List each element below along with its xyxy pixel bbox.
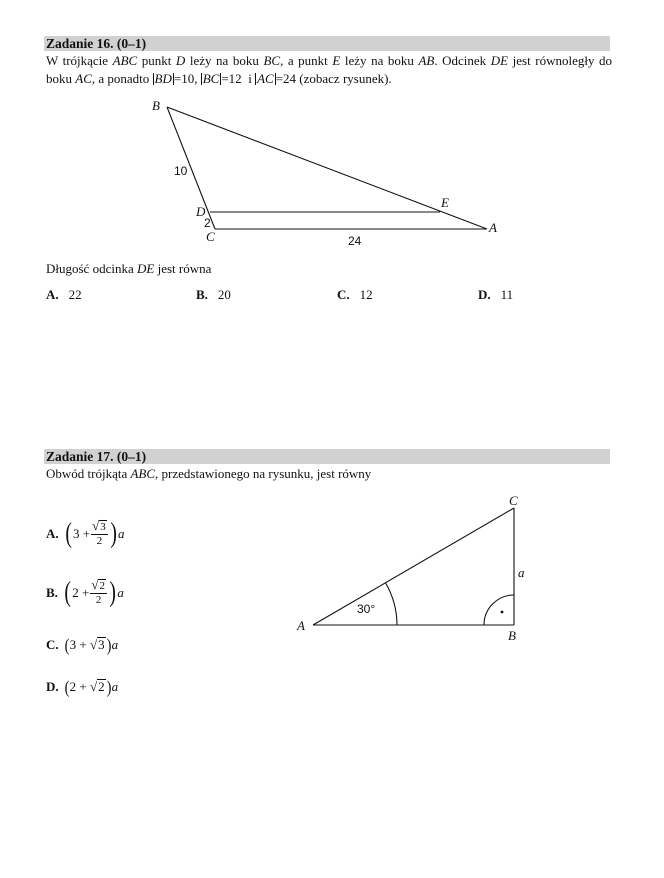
answer-b[interactable]: B. 20 — [196, 287, 231, 302]
task16-question: Długość odcinka DE jest równa — [46, 261, 212, 276]
task16-statement: W trójkącie ABC punkt D leży na boku BC, a punkt E leży na boku AB. Odcinek DE jest równoległy do boku AC, a ponadto BD =10, BC =12 i AC =24 (zobacz rysunek). — [46, 53, 613, 86]
label-c: C — [206, 229, 215, 244]
option-b[interactable]: B. ( 2 + √ 2 2 ) a — [46, 576, 124, 608]
right-angle-arc-b — [484, 595, 514, 625]
side-ac — [313, 508, 514, 625]
option-a[interactable]: A. ( 3 + √ 3 2 ) a — [46, 517, 125, 549]
answer-d[interactable]: D. 11 — [478, 287, 514, 302]
task17-question: Obwód trójkąta ABC, przedstawionego na rysunku, jest równy — [46, 466, 372, 481]
label-b: B — [508, 628, 516, 643]
label-e: E — [441, 195, 449, 210]
angle-arc-a — [386, 583, 397, 625]
task17-title: Zadanie 17. (0–1) — [46, 449, 147, 464]
right-angle-dot — [501, 611, 504, 614]
option-c[interactable]: C. ( 3 + √ 3 ) a — [46, 635, 119, 655]
task16-title: Zadanie 16. (0–1) — [46, 36, 147, 51]
label-10: 10 — [174, 164, 188, 178]
label-24: 24 — [348, 234, 362, 248]
answer-a[interactable]: A. 22 — [46, 287, 82, 302]
side-ba — [167, 107, 487, 229]
label-c: C — [509, 493, 518, 508]
task17-figure — [0, 480, 664, 660]
label-a: A — [297, 618, 305, 633]
label-2: 2 — [204, 216, 211, 230]
label-b: B — [152, 98, 160, 113]
label-angle: 30° — [357, 602, 376, 616]
label-a: A — [489, 220, 497, 235]
label-d: D — [196, 204, 206, 219]
answer-c[interactable]: C. 12 — [337, 287, 373, 302]
label-side-a: a — [518, 565, 525, 580]
option-d[interactable]: D. ( 2 + √ 2 ) a — [46, 677, 119, 697]
